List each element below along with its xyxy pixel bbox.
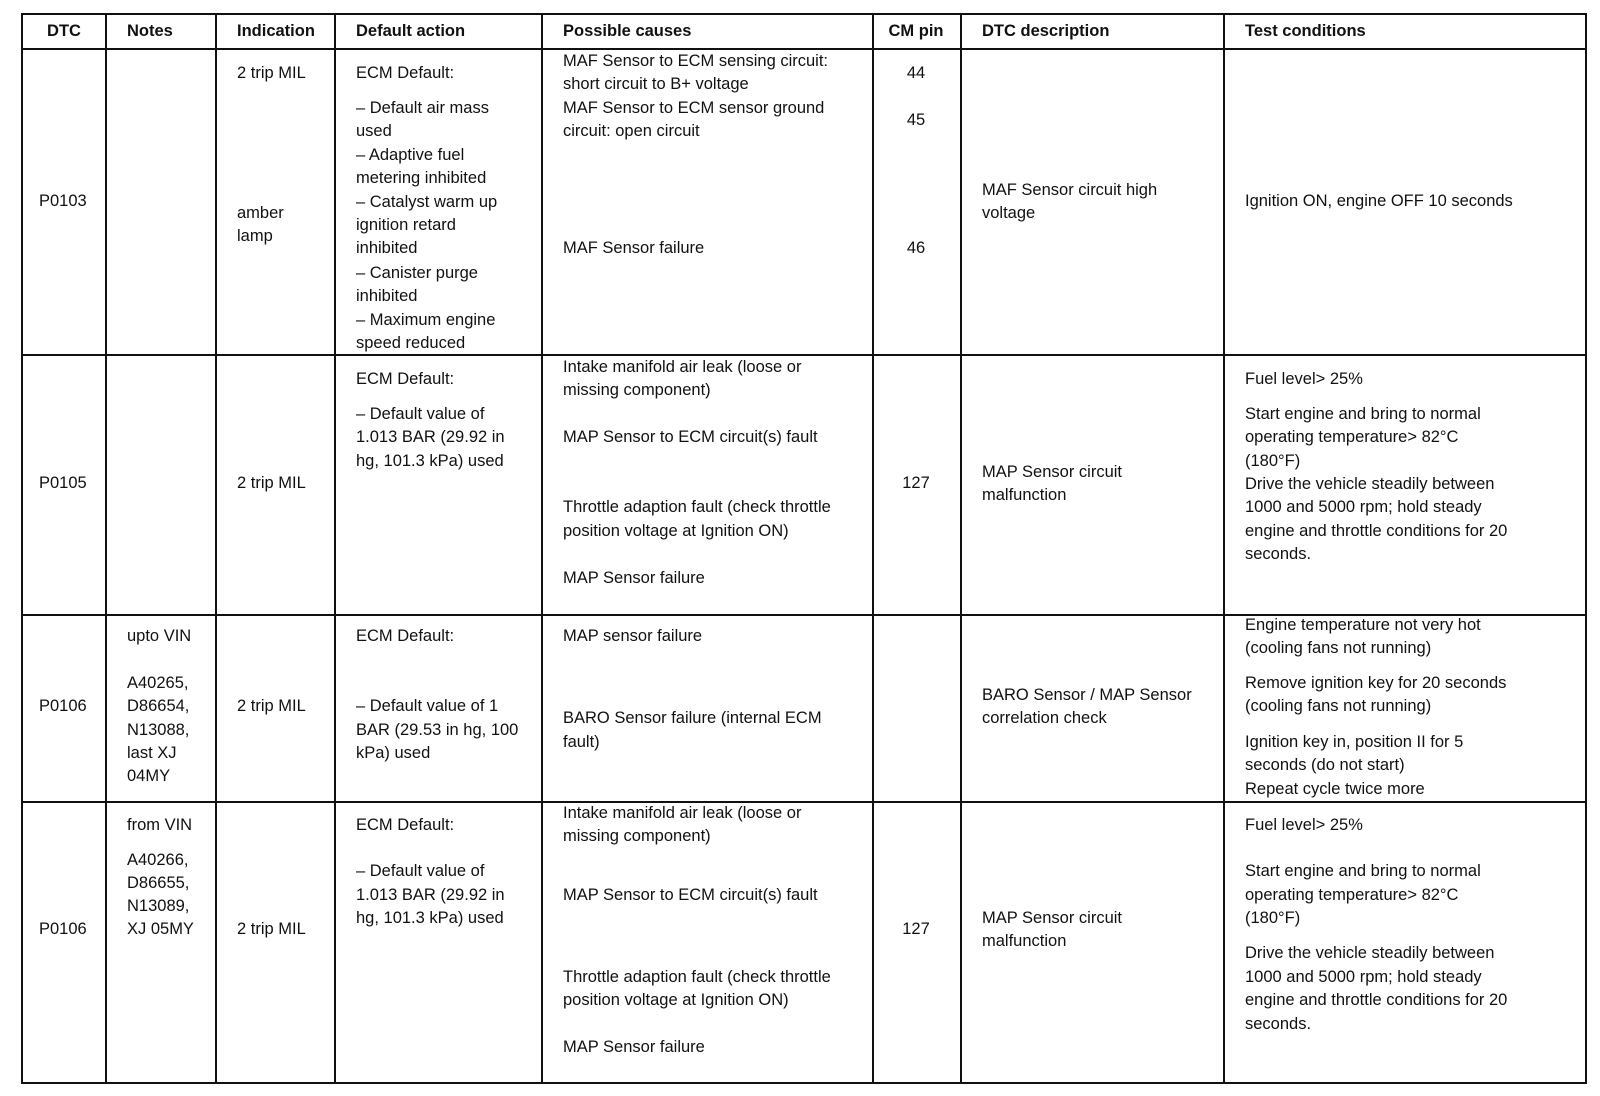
dtc-description-line: malfunction	[982, 486, 1067, 504]
default-action-line: ECM Default:	[356, 627, 455, 645]
cause-line: missing component)	[563, 381, 711, 399]
test-condition-line: Remove ignition key for 20 seconds	[1245, 674, 1507, 692]
cause-line: MAP Sensor to ECM circuit(s) fault	[563, 428, 818, 446]
notes-line: N13089,	[127, 897, 190, 915]
notes-line: upto VIN	[127, 627, 192, 645]
test-condition-line: (180°F)	[1245, 452, 1301, 470]
cause-line: MAP Sensor failure	[563, 569, 705, 587]
cause-line: Intake manifold air leak (loose or	[563, 358, 802, 376]
dtc-code: P0105	[39, 474, 87, 492]
cause-line: MAF Sensor failure	[563, 239, 705, 257]
column-divider	[960, 15, 962, 1082]
test-condition-line: Engine temperature not very hot	[1245, 616, 1481, 634]
dtc-table	[21, 13, 1587, 1084]
indication-text: amber	[237, 204, 284, 222]
cause-line: circuit: open circuit	[563, 122, 700, 140]
notes-line: D86654,	[127, 697, 190, 715]
default-action-line: – Default value of	[356, 405, 485, 423]
indication-text: 2 trip MIL	[237, 474, 306, 492]
header-cm-pin: CM pin	[888, 22, 944, 40]
dtc-code: P0106	[39, 697, 87, 715]
notes-line: A40265,	[127, 674, 189, 692]
dtc-description-line: correlation check	[982, 709, 1107, 727]
test-condition-line: 1000 and 5000 rpm; hold steady	[1245, 498, 1482, 516]
dtc-code: P0103	[39, 192, 87, 210]
test-condition-line: Ignition key in, position II for 5	[1245, 733, 1464, 751]
header-possible-causes: Possible causes	[563, 22, 692, 40]
default-action-line: 1.013 BAR (29.92 in	[356, 428, 505, 446]
cm-pin: 127	[902, 474, 930, 492]
default-action-line: ignition retard	[356, 216, 456, 234]
test-condition-line: Fuel level> 25%	[1245, 816, 1363, 834]
indication-text: 2 trip MIL	[237, 920, 306, 938]
cause-line: MAP Sensor to ECM circuit(s) fault	[563, 886, 818, 904]
default-action-line: inhibited	[356, 239, 418, 257]
cause-line: Throttle adaption fault (check throttle	[563, 498, 831, 516]
default-action-line: ECM Default:	[356, 64, 455, 82]
default-action-line: – Default air mass	[356, 99, 489, 117]
dtc-description-line: MAP Sensor circuit	[982, 909, 1122, 927]
default-action-line: 1.013 BAR (29.92 in	[356, 886, 505, 904]
dtc-description-line: malfunction	[982, 932, 1067, 950]
dtc-description-line: MAF Sensor circuit high	[982, 181, 1158, 199]
test-condition-line: (180°F)	[1245, 909, 1301, 927]
dtc-description-line: voltage	[982, 204, 1036, 222]
cause-line: position voltage at Ignition ON)	[563, 522, 789, 540]
test-condition-line: operating temperature> 82°C	[1245, 886, 1459, 904]
notes-line: 04MY	[127, 767, 171, 785]
notes-line: N13088,	[127, 721, 190, 739]
cause-line: Throttle adaption fault (check throttle	[563, 968, 831, 986]
column-divider	[215, 15, 217, 1082]
default-action-line: – Default value of 1	[356, 697, 499, 715]
test-condition-line: Drive the vehicle steadily between	[1245, 944, 1495, 962]
cause-line: MAF Sensor to ECM sensing circuit:	[563, 52, 828, 70]
test-condition-line: 1000 and 5000 rpm; hold steady	[1245, 968, 1482, 986]
default-action-line: ECM Default:	[356, 370, 455, 388]
header-indication: Indication	[237, 22, 315, 40]
default-action-line: kPa) used	[356, 744, 431, 762]
default-action-line: hg, 101.3 kPa) used	[356, 909, 504, 927]
default-action-line: inhibited	[356, 287, 418, 305]
header-test-conditions: Test conditions	[1245, 22, 1366, 40]
test-condition-line: Fuel level> 25%	[1245, 370, 1363, 388]
cause-line: MAF Sensor to ECM sensor ground	[563, 99, 825, 117]
column-divider	[334, 15, 336, 1082]
indication-text: lamp	[237, 227, 273, 245]
cm-pin: 44	[906, 64, 926, 82]
cause-line: Intake manifold air leak (loose or	[563, 804, 802, 822]
test-condition-line: Drive the vehicle steadily between	[1245, 475, 1495, 493]
default-action-line: speed reduced	[356, 334, 466, 352]
cause-line: missing component)	[563, 827, 711, 845]
test-condition-line: seconds.	[1245, 545, 1312, 563]
notes-line: XJ 05MY	[127, 920, 194, 938]
test-condition-line: engine and throttle conditions for 20	[1245, 522, 1508, 540]
cm-pin: 45	[906, 111, 926, 129]
dtc-code: P0106	[39, 920, 87, 938]
test-condition-line: Start engine and bring to normal	[1245, 862, 1481, 880]
notes-line: A40266,	[127, 851, 189, 869]
column-divider	[541, 15, 543, 1082]
cause-line: MAP Sensor failure	[563, 1038, 705, 1056]
cause-line: BARO Sensor failure (internal ECM	[563, 709, 822, 727]
notes-line: D86655,	[127, 874, 190, 892]
test-condition-line: Start engine and bring to normal	[1245, 405, 1481, 423]
default-action-line: used	[356, 122, 392, 140]
dtc-description-line: MAP Sensor circuit	[982, 463, 1122, 481]
header-dtc-description: DTC description	[982, 22, 1110, 40]
default-action-line: – Maximum engine	[356, 311, 496, 329]
default-action-line: ECM Default:	[356, 816, 455, 834]
test-condition-line: operating temperature> 82°C	[1245, 428, 1459, 446]
test-condition-line: Ignition ON, engine OFF 10 seconds	[1245, 192, 1513, 210]
indication-text: 2 trip MIL	[237, 697, 306, 715]
default-action-line: – Catalyst warm up	[356, 193, 498, 211]
column-divider	[105, 15, 107, 1082]
test-condition-line: seconds.	[1245, 1015, 1312, 1033]
test-condition-line: (cooling fans not running)	[1245, 697, 1432, 715]
header-dtc: DTC	[47, 22, 81, 40]
default-action-line: – Adaptive fuel	[356, 146, 465, 164]
default-action-line: hg, 101.3 kPa) used	[356, 452, 504, 470]
cause-line: short circuit to B+ voltage	[563, 75, 749, 93]
cause-line: position voltage at Ignition ON)	[563, 991, 789, 1009]
cm-pin: 127	[902, 920, 930, 938]
row-divider	[23, 354, 1585, 356]
header-default-action: Default action	[356, 22, 466, 40]
test-condition-line: Repeat cycle twice more	[1245, 780, 1425, 798]
default-action-line: – Canister purge	[356, 264, 478, 282]
notes-line: from VIN	[127, 816, 193, 834]
column-divider	[1223, 15, 1225, 1082]
test-condition-line: seconds (do not start)	[1245, 756, 1405, 774]
header-notes: Notes	[127, 22, 173, 40]
default-action-line: BAR (29.53 in hg, 100	[356, 721, 519, 739]
indication-text: 2 trip MIL	[237, 64, 306, 82]
test-condition-line: (cooling fans not running)	[1245, 639, 1432, 657]
default-action-line: – Default value of	[356, 862, 485, 880]
cause-line: MAP sensor failure	[563, 627, 703, 645]
dtc-description-line: BARO Sensor / MAP Sensor	[982, 686, 1192, 704]
test-condition-line: engine and throttle conditions for 20	[1245, 991, 1508, 1009]
cm-pin: 46	[906, 239, 926, 257]
cause-line: fault)	[563, 733, 600, 751]
notes-line: last XJ	[127, 744, 177, 762]
default-action-line: metering inhibited	[356, 169, 487, 187]
